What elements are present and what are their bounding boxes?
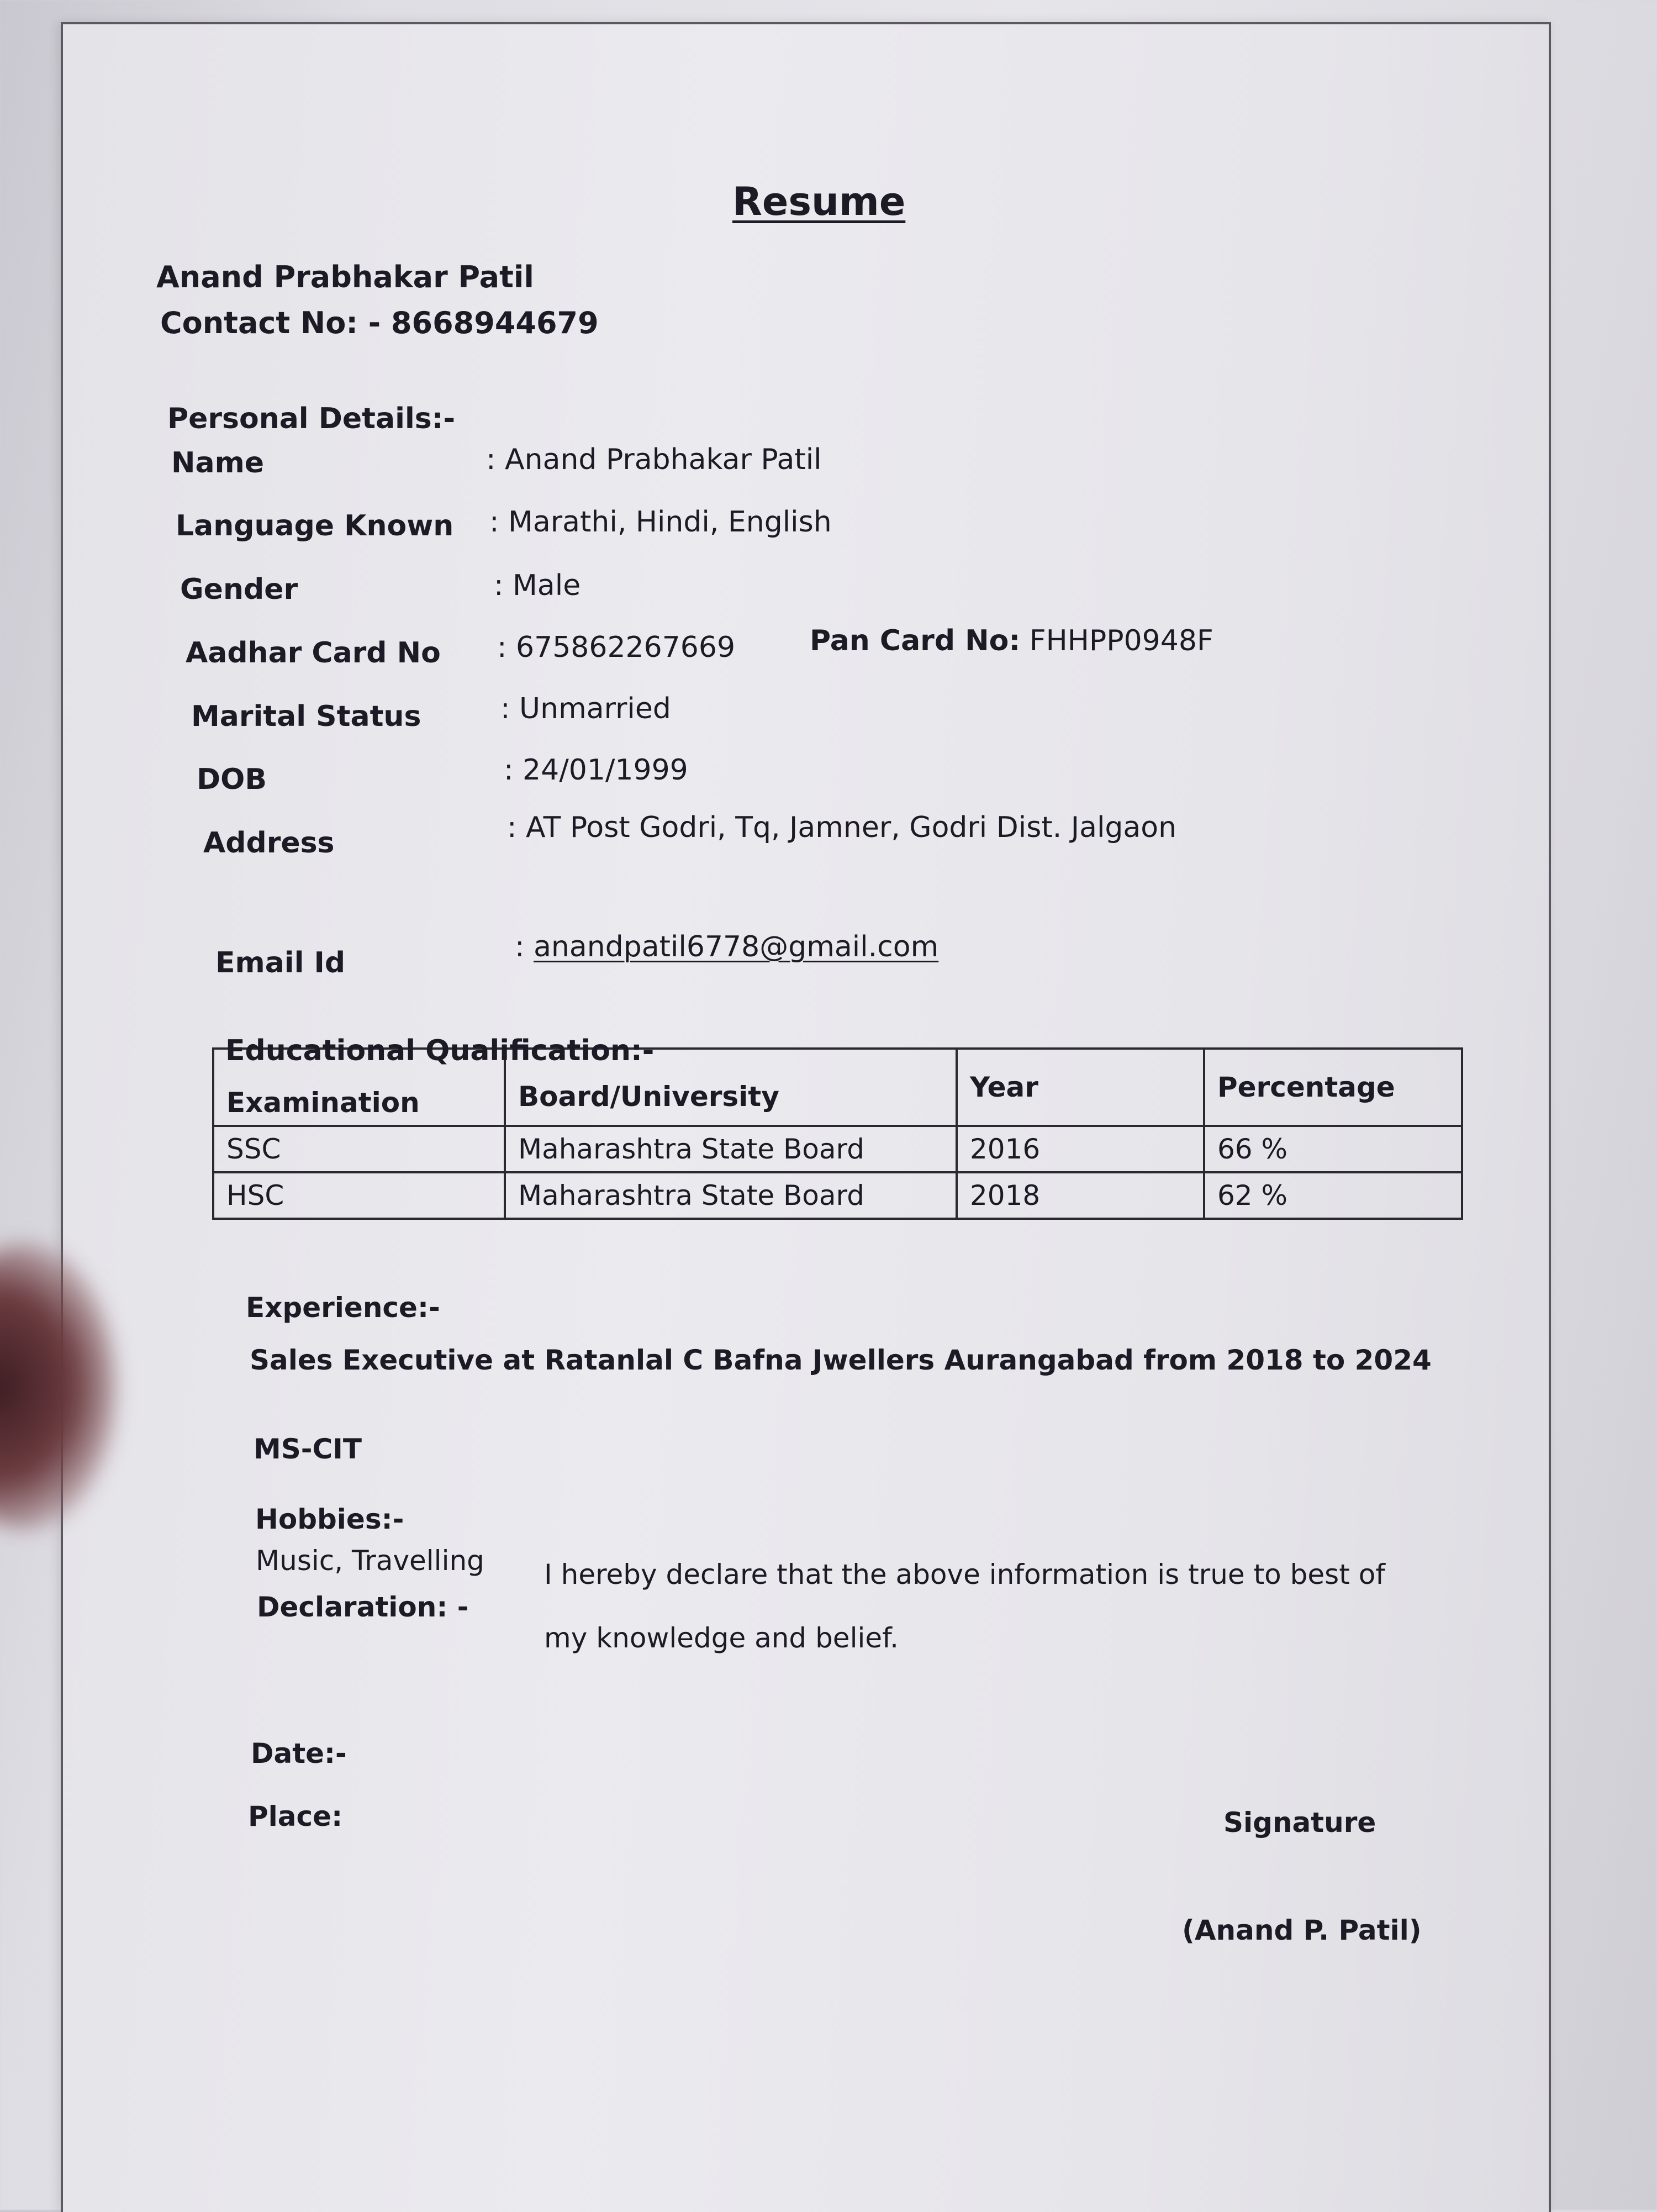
aadhar-label: Aadhar Card No (186, 636, 441, 670)
page-title: Resume (732, 179, 906, 224)
header-contact: Contact No: - 8668944679 (160, 306, 599, 340)
table-cell: Maharashtra State Board (505, 1172, 957, 1219)
gender-value: : Male (494, 569, 581, 602)
header-name: Anand Prabhakar Patil (156, 260, 534, 294)
marital-label: Marital Status (191, 700, 421, 733)
pan-value: FHHPP0948F (1029, 624, 1213, 657)
table-row (213, 1172, 1462, 1219)
signatory-name: (Anand P. Patil) (1182, 1914, 1422, 1946)
email-value-wrap (515, 930, 938, 963)
aadhar-value: : 675862267669 (497, 631, 736, 664)
marital-value: : Unmarried (500, 692, 671, 725)
email-colon: : (515, 930, 525, 963)
education-heading: Educational Qualification:- (225, 1034, 655, 1067)
dob-label: DOB (197, 763, 267, 796)
email-link[interactable]: anandpatil6778@gmail.com (534, 930, 939, 963)
language-label: Language Known (176, 509, 454, 543)
hobbies-value: Music, Travelling (256, 1545, 484, 1577)
table-cell: 2018 (957, 1172, 1204, 1219)
language-value: : Marathi, Hindi, English (489, 505, 832, 539)
table-cell: 66 % (1204, 1126, 1462, 1172)
declaration-label: Declaration: - (257, 1591, 469, 1623)
table-row (213, 1126, 1462, 1172)
declaration-text: I hereby declare that the above information is true to best of my knowledge and belief. (544, 1558, 1385, 1654)
column-header-board: Board/University (505, 1049, 957, 1126)
name-label: Name (171, 446, 265, 480)
table-cell: SSC (213, 1126, 505, 1172)
date-label: Date:- (251, 1737, 347, 1769)
address-label: Address (203, 826, 335, 860)
personal-details-heading: Personal Details:- (167, 402, 456, 435)
dob-value: : 24/01/1999 (504, 754, 688, 787)
experience-heading: Experience:- (246, 1292, 440, 1324)
pan-card (810, 624, 1213, 657)
column-header-percentage: Percentage (1204, 1049, 1462, 1126)
experience-line: Sales Executive at Ratanlal C Bafna Jwellers Aurangabad from 2018 to 2024 (250, 1344, 1432, 1376)
table-cell: Maharashtra State Board (505, 1126, 957, 1172)
column-header-year: Year (957, 1049, 1204, 1126)
address-value: : AT Post Godri, Tq, Jamner, Godri Dist. Jalgaon (507, 811, 1177, 844)
place-label: Place: (248, 1800, 343, 1832)
email-label: Email Id (215, 946, 346, 979)
gender-label: Gender (180, 573, 298, 606)
hobbies-heading: Hobbies:- (255, 1503, 404, 1535)
experience-extra: MS-CIT (254, 1433, 362, 1465)
table-cell: HSC (213, 1172, 505, 1219)
pan-label: Pan Card No: (810, 624, 1021, 657)
column-header-examination: Examination (213, 1049, 505, 1126)
table-cell: 2016 (957, 1126, 1204, 1172)
name-value: : Anand Prabhakar Patil (486, 443, 822, 476)
education-table (212, 1047, 1463, 1220)
table-cell: 62 % (1204, 1172, 1462, 1219)
signature-label: Signature (1223, 1807, 1376, 1839)
